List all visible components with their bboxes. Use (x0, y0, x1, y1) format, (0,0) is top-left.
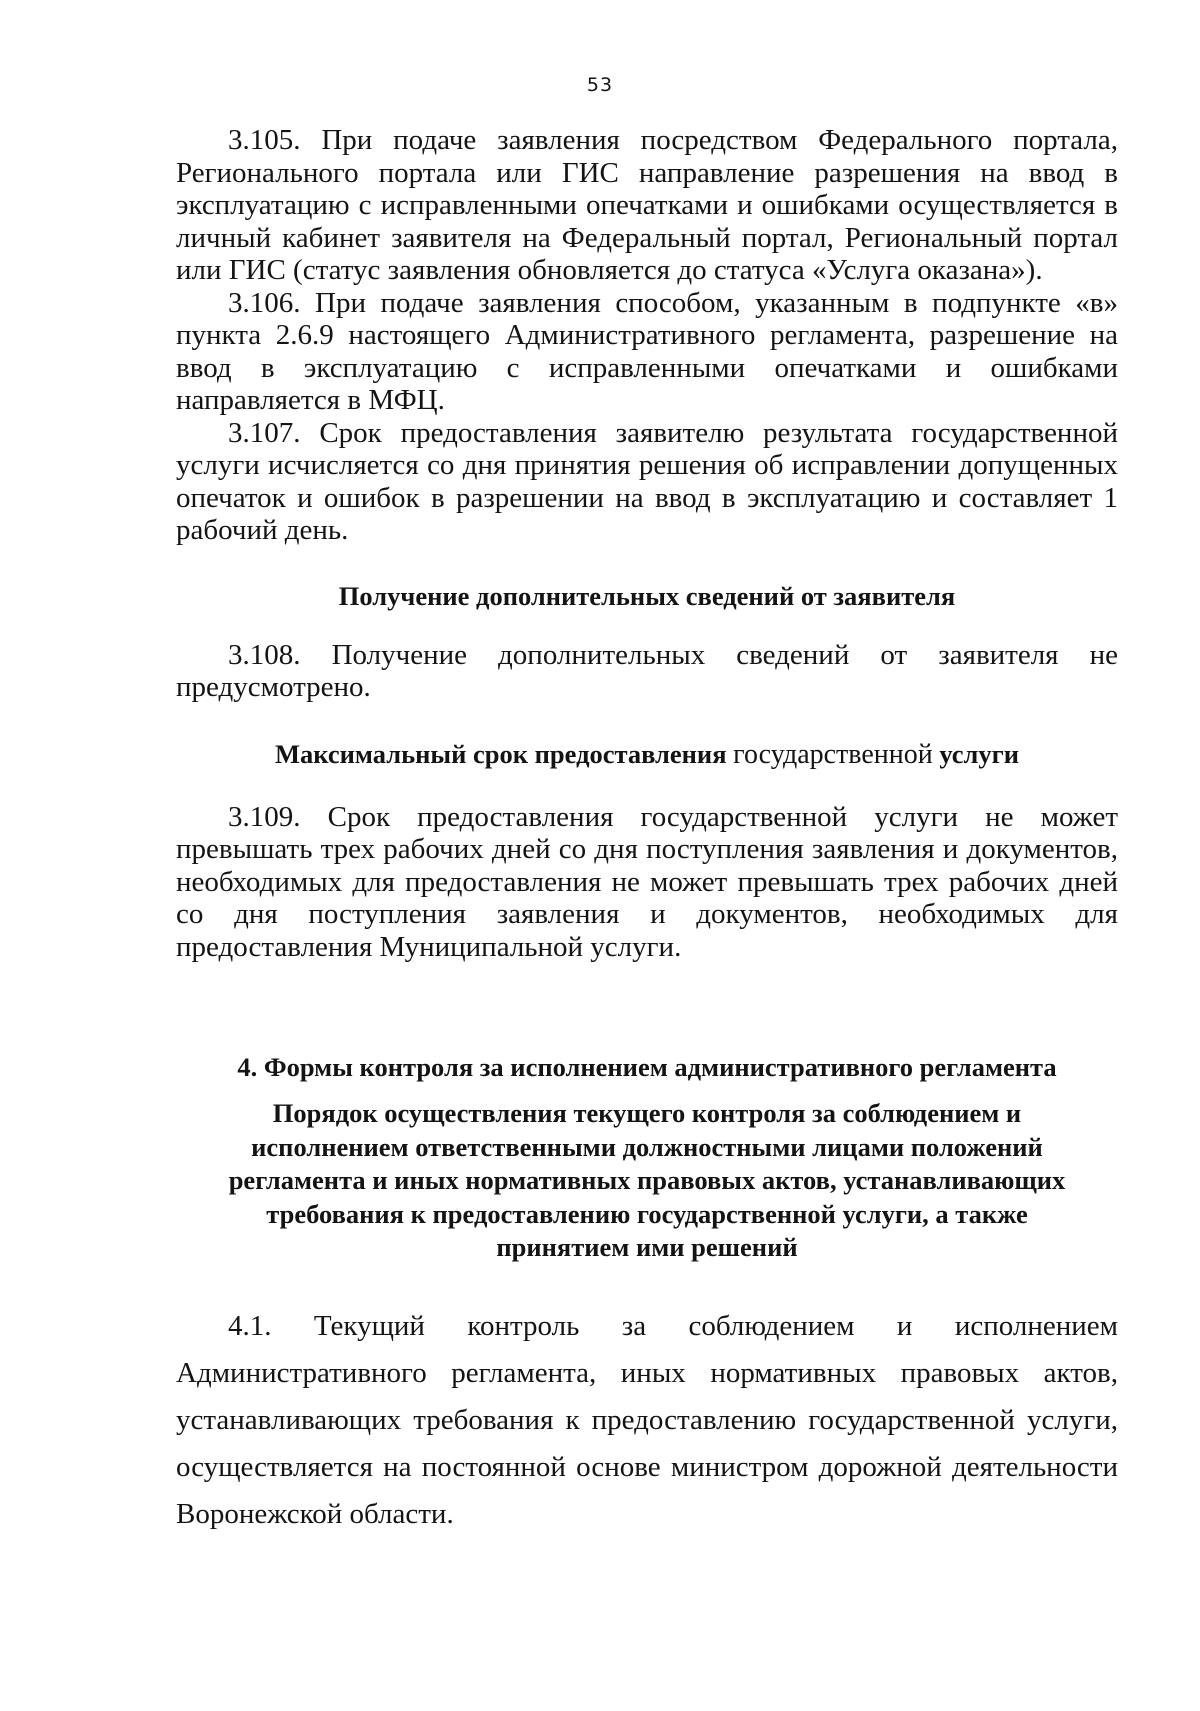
heading-max-term (176, 738, 1118, 771)
paragraph-3-108: 3.108. Получение дополнительных сведений от заявителя не предусмотрено. (176, 638, 1118, 703)
heading-additional-info: Получение дополнительных сведений от заявителя (338, 580, 956, 611)
paragraph-3-107: 3.107. Срок предоставления заявителю результата государственной услуги исчисляется со дня принятия решения об исправлении допущенных опечаток и ошибок в разрешении на ввод в эксплуатацию и составляет 1 рабочий день. (176, 416, 1118, 546)
paragraph-4-1: 4.1. Текущий контроль за соблюдением и исполнением Административного регламента, иных нормативных правовых актов, устанавливающих требования к предоставлению государственной услуги, осуществляется на постоянной основе министром дорожной деятельности Воронежской области. (176, 1309, 1118, 1530)
heading-max-term-bold-end: услуги (939, 738, 1019, 769)
heading-current-control (176, 1097, 1118, 1265)
heading-current-control-line: принятием ими решений (496, 1232, 798, 1262)
page-content (176, 124, 1118, 1538)
heading-current-control-line: исполнением ответственными должностными лицами положений (251, 1131, 1043, 1162)
paragraph-3-109: 3.109. Срок предоставления государственной услуги не может превышать трех рабочих дней со дня поступления заявления и документов, необходимых для предоставления не может превышать трех рабочих дней со дня поступления заявления и документов, необходимых для предоставления Муниципальной услуги. (176, 800, 1118, 963)
heading-current-control-line: требования к предоставлению государственной услуги, а также (266, 1198, 1028, 1229)
heading-current-control-line: регламента и иных нормативных правовых актов, устанавливающих (228, 1165, 1066, 1195)
page-number: 53 (586, 74, 614, 96)
heading-max-term-plain: государственной (733, 738, 933, 770)
section-4-title: 4. Формы контроля за исполнением административного регламента (237, 1052, 1057, 1082)
paragraph-3-105: 3.105. При подаче заявления посредством Федерального портала, Регионального портала или ГИС направление разрешения на ввод в эксплуатацию с исправленными опечатками и ошибками осуществляется в личный кабинет заявителя на Федеральный портал, Региональный портал или ГИС (статус заявления обновляется до статуса «Услуга оказана»). (176, 124, 1118, 286)
paragraph-3-106: 3.106. При подаче заявления способом, указанным в подпункте «в» пункта 2.6.9 настоящего Административного регламента, разрешение на ввод в эксплуатацию с исправленными опечатками и ошибками направляется в МФЦ. (176, 286, 1118, 416)
heading-max-term-bold: Максимальный срок предоставления (275, 738, 727, 769)
heading-current-control-line: Порядок осуществления текущего контроля за соблюдением и (272, 1098, 1022, 1128)
